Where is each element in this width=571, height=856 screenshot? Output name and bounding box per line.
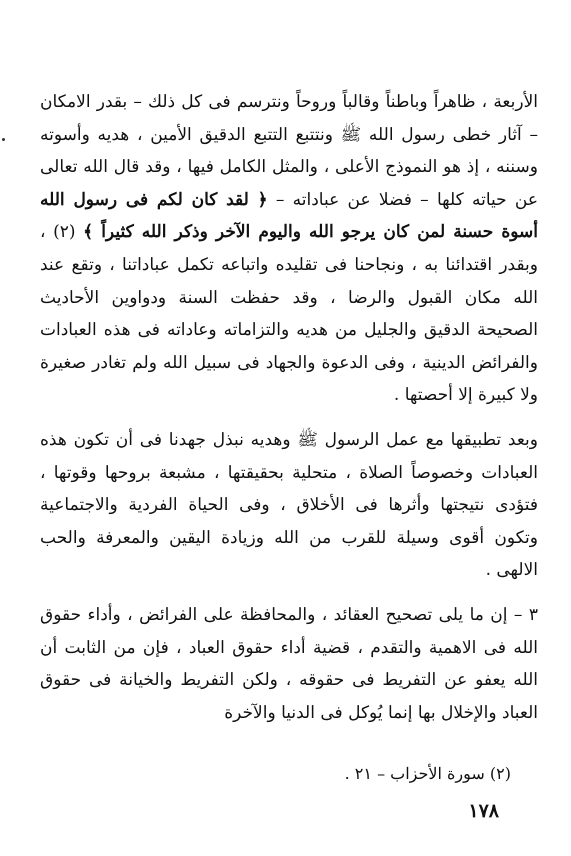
quran-verse: ﴿ لقد كان لكم فى رسول الله أسوة حسنة لمن كان يرجو الله واليوم الآخر وذكر الله كثيراً ﴾ [40,189,538,243]
margin-mark [2,138,5,141]
page-number: ١٧٨ [468,800,499,822]
paragraph-2 [40,424,538,587]
body-text: الأربعة ، ظاهراً وباطناً وقالباً وروحاً ونترسم فى كل ذلك – بقدر الامكان – آثار خطى رسول الله ﷺ ونتتبع التتبع الدقيق الأمين ، هديه وأسوته وسننه ، إذ هو النموذج الأعلى ، والمثل الكامل فيها ، وقد قال الله تعالى عن حياته كلها – فضلا عن عباداته – [40,92,538,210]
body-text: (٢) ، وبقدر اقتدائنا به ، ونجاحنا فى تقليده واتباعه تكمل عباداتنا ، وتقع عند الله مكان القبول والرضا ، وقد حفظت السنة ودواوين الأحاديث الصحيحة الدقيق والجليل من هديه والتزاماته وعاداته فى هذه العبادات والفرائض الدينية ، وفى الدعوة والجهاد فى سبيل الله ولم تغادر صغيرة ولا كبيرة إلا أحصتها . [40,222,538,406]
page-body [40,86,538,729]
body-text: ٣ – إن ما يلى تصحيح العقائد ، والمحافظة على الفرائض ، وأداء حقوق الله فى الاهمية والتقدم ، قضية أداء حقوق العباد ، فإن من الثابت أن الله يعفو عن التفريط فى حقوقه ، ولكن التفريط والخيانة فى حقوق العباد والإخلال بها إنما يُوكل فى الدنيا والآخرة [40,604,538,723]
paragraph-3 [40,599,538,729]
paragraph-1 [40,86,538,412]
footnote: (٢) سورة الأحزاب – ٢١ . [344,764,511,783]
body-text: وبعد تطبيقها مع عمل الرسول ﷺ وهديه نبذل جهدنا فى أن تكون هذه العبادات وخصوصاً الصلاة ، متحلية بحقيقتها ، مشبعة بروحها وقوتها ، فتؤدى نتيجتها وأثرها فى الأخلاق ، وفى الحياة الفردية والاجتماعية وتكون أقوى وسيلة للقرب من الله وزيادة اليقين والمعرفة والحب الالهى . [40,429,538,581]
